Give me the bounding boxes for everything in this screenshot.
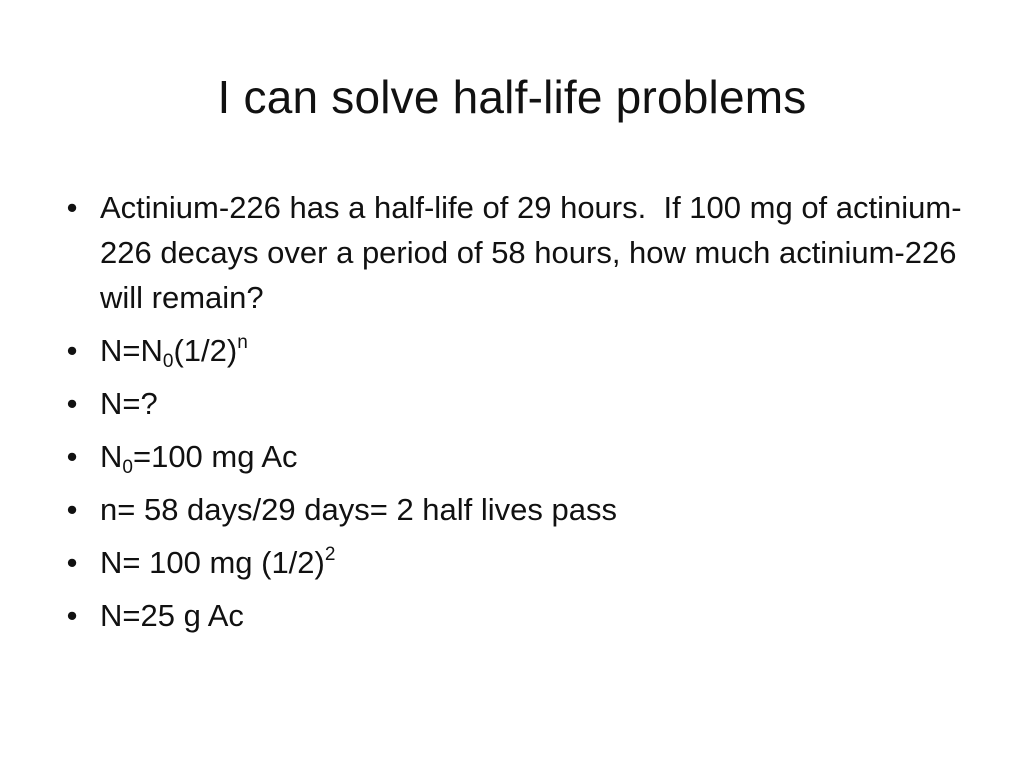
bullet-text [100, 540, 962, 585]
formula-superscript: n [237, 332, 248, 353]
bullet-item-answer [62, 593, 962, 638]
bullet-item-unknown [62, 381, 962, 426]
bullet-item-question [62, 185, 966, 320]
formula-subscript: 0 [122, 457, 133, 478]
bullet-marker: • [66, 439, 78, 474]
bullet-item-formula [62, 328, 962, 373]
bullet-text [100, 434, 962, 479]
formula-part: N= 100 mg (1/2) [100, 545, 325, 580]
formula-part: N=N [100, 333, 163, 368]
formula-subscript: 0 [162, 351, 174, 372]
bullet-marker: • [66, 492, 78, 527]
bullet-text [100, 328, 962, 373]
bullet-item-half-lives [62, 487, 962, 532]
bullet-text: Actinium-226 has a half-life of 29 hours. If 100 mg of actinium-226 decays over a period of 58 hours, how much actinium-226 will remain? [100, 190, 966, 315]
formula-superscript: 2 [324, 544, 336, 565]
bullet-list [62, 185, 966, 646]
bullet-marker: • [66, 598, 78, 633]
formula-part: (1/2) [173, 333, 238, 368]
bullet-marker: • [66, 333, 78, 368]
bullet-item-substitution [62, 540, 962, 585]
formula-part: =100 mg Ac [132, 439, 298, 474]
bullet-text: n= 58 days/29 days= 2 half lives pass [100, 492, 617, 527]
bullet-text: N=25 g Ac [100, 598, 244, 633]
bullet-item-initial-amount [62, 434, 962, 479]
bullet-marker: • [66, 545, 78, 580]
bullet-marker: • [66, 386, 78, 421]
formula-part: N [100, 439, 123, 474]
slide-title: I can solve half-life problems [217, 71, 807, 123]
bullet-marker: • [66, 190, 78, 225]
bullet-text: N=? [100, 386, 158, 421]
